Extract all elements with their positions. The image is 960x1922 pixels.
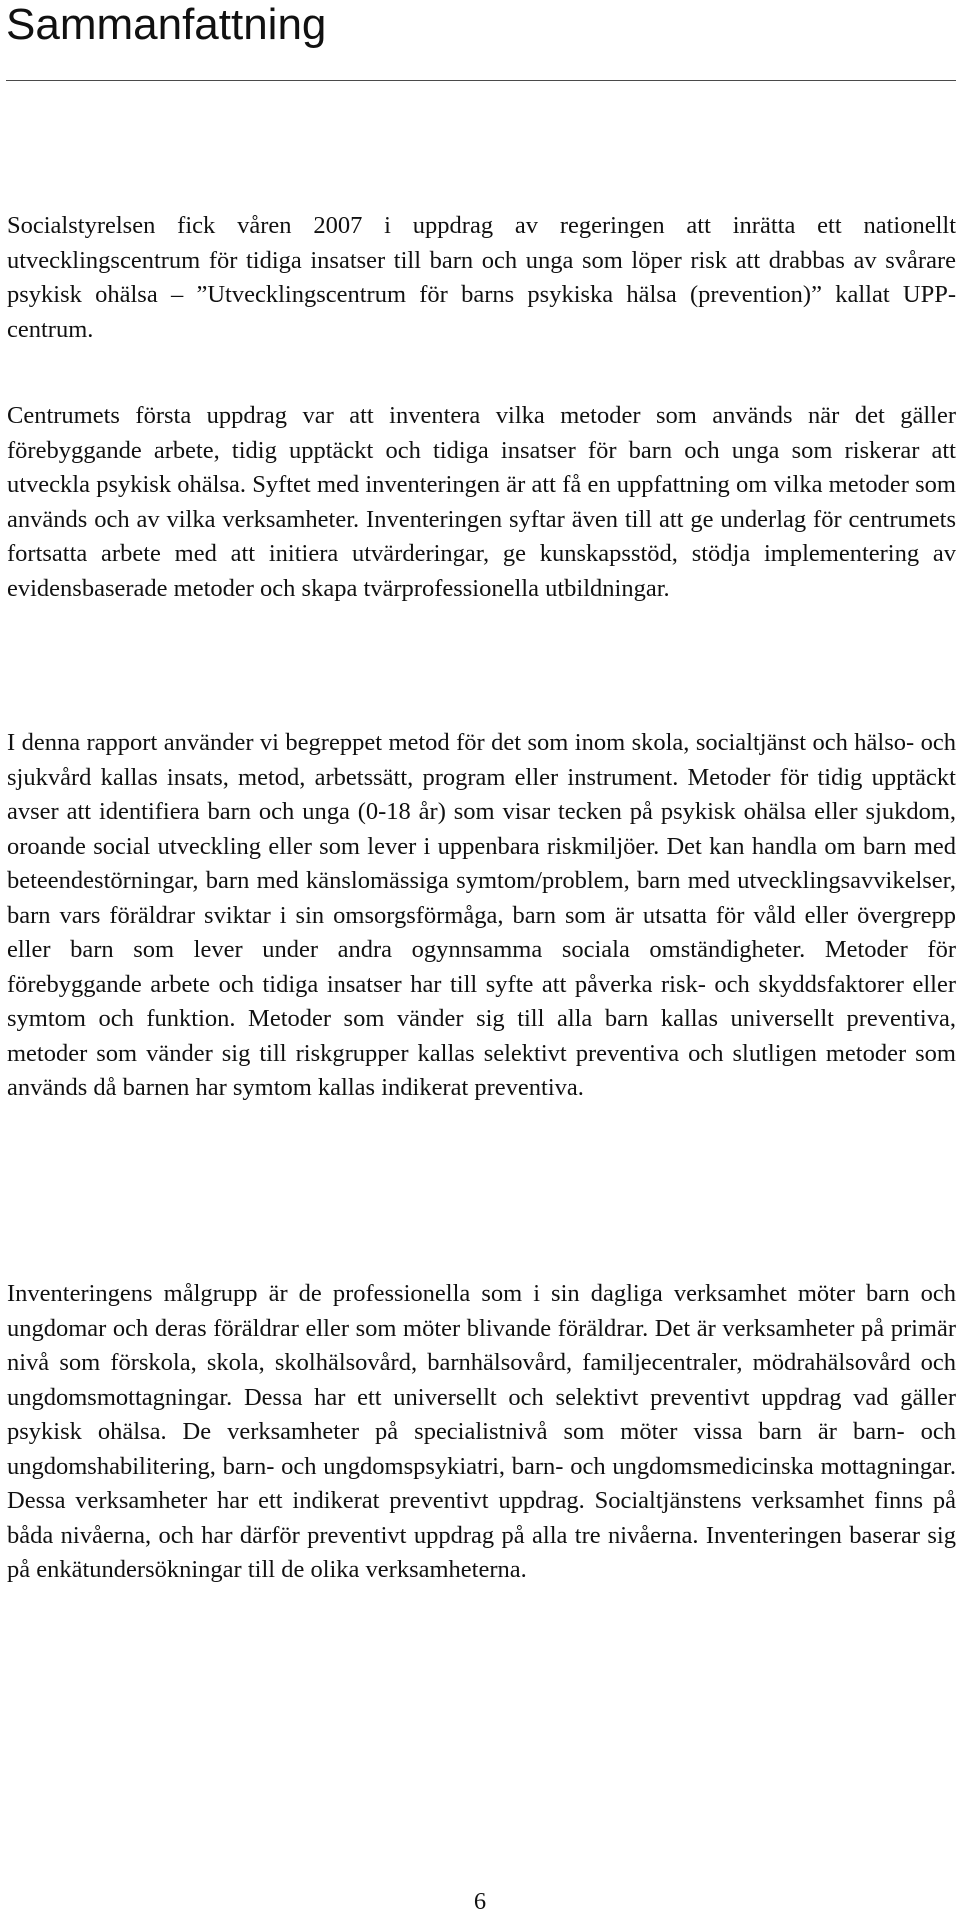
- paragraph-first-assignment: Centrumets första uppdrag var att inventera vilka metoder som används när det gäller förebyggande arbete, tidig upptäckt och tidiga insatser för barn och unga som riskerar att utveckla psykisk ohälsa. Syftet med inventeringen är att få en uppfattning om vilka metoder som används och av vilka verksamheter. Inventeringen syftar även till att ge underlag för centrumets fortsatta arbete med att initiera utvärderingar, ge kunskapsstöd, stödja implementering av evidensbaserade metoder och skapa tvärprofessionella utbildningar.: [7, 402, 956, 602]
- paragraph-intro: Socialstyrelsen fick våren 2007 i uppdrag av regeringen att inrätta ett nationellt utvecklingscentrum för tidiga insatser till barn och unga som löper risk att drabbas av svårare psykisk ohälsa – ”Utvecklingscentrum för barns psykiska hälsa (prevention)” kallat UPP- centrum.: [7, 212, 956, 343]
- heading-rule: [6, 80, 956, 81]
- page-heading: Sammanfattning: [6, 0, 327, 49]
- paragraph-target-group: Inventeringens målgrupp är de professionella som i sin dagliga verksamhet möter barn och ungdomar och deras föräldrar eller som möter blivande föräldrar. Det är verksamheter på primär nivå som förskola, skola, skolhälsovård, barnhälsovård, familjecentraler, mödrahälsovård och ungdomsmottagningar. Dessa har ett universellt och selektivt preventivt uppdrag vad gäller psykisk ohälsa. De verksamheter på specialistnivå som möter vissa barn är barn- och ungdomshabilitering, barn- och ungdomspsykiatri, barn- och ungdomsmedicinska mottagningar. Dessa verksamheter har ett indikerat preventivt uppdrag. Socialtjänstens verksamhet finns på båda nivåerna, och har därför preventivt uppdrag på alla tre nivåerna. Inventeringen baserar sig på enkätundersökningar till de olika verksamheterna.: [7, 1280, 956, 1583]
- paragraph-method-definition: I denna rapport använder vi begreppet metod för det som inom skola, socialtjänst och hälso- och sjukvård kallas insats, metod, arbetssätt, program eller instrument. Metoder för tidig upptäckt avser att identifiera barn och unga (0-18 år) som visar tecken på psykisk ohälsa eller sjukdom, oroande social utveckling eller som lever i uppenbara riskmiljöer. Det kan handla om barn med beteendestörningar, barn med känslomässiga symtom/problem, barn med utvecklingsavvikelser, barn vars föräldrar sviktar i sin omsorgsförmåga, barn som är utsatta för våld eller övergrepp eller barn som lever under andra ogynnsamma sociala omständigheter. Metoder för förebyggande arbete och tidiga insatser har till syfte att påverka risk- och skyddsfaktorer eller symtom och funktion. Metoder som vänder sig till alla barn kallas universellt preventiva, metoder som vänder sig till riskgrupper kallas selektivt preventiva och slutligen metoder som används då barnen har symtom kallas indikerat preventiva.: [7, 729, 956, 1101]
- page-number: 6: [473, 1888, 487, 1915]
